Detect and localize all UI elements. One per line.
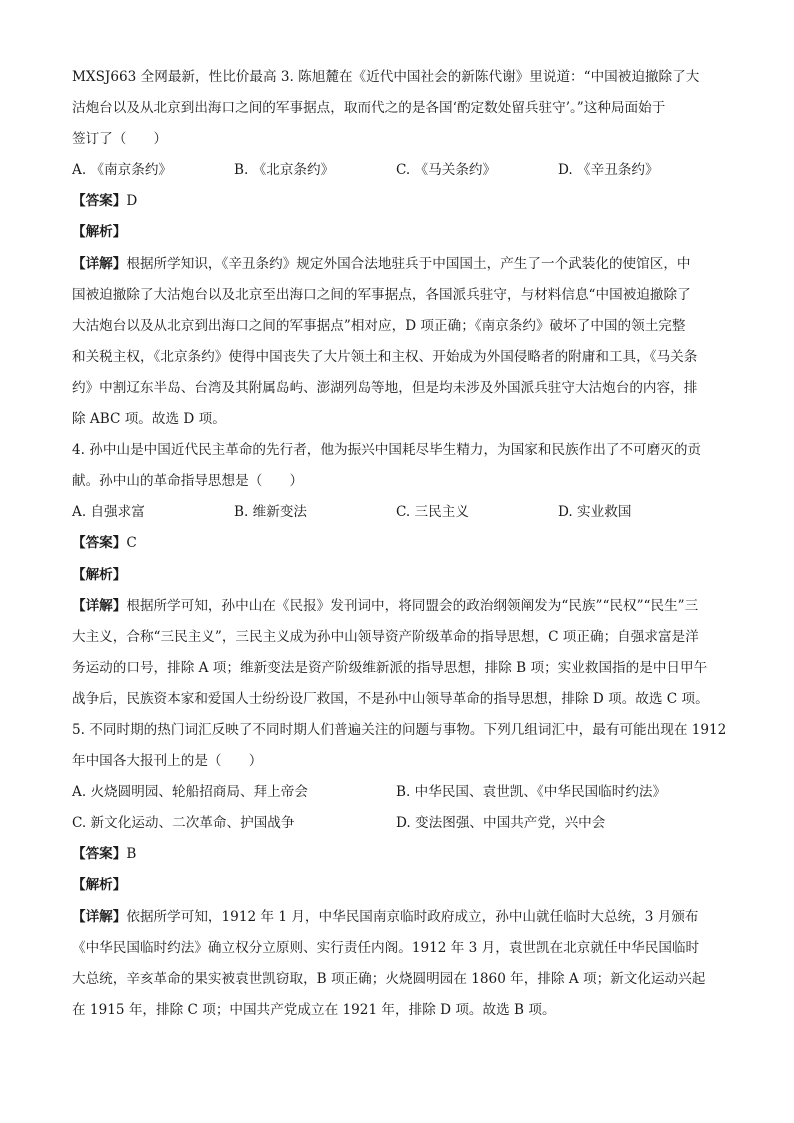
option-c: C. 《马关条约》 [396,162,497,179]
options-row [72,777,722,808]
option-b: B. 维新变法 [234,504,308,521]
option-b: B. 中华民国、袁世凯、《中华民国临时约法》 [396,784,667,801]
analysis-line [72,870,722,901]
detail-line: 大主义，合称“三民主义”，三民主义成为孙中山领导资产阶级革命的指导思想，C 项正确；自强求富是洋 [72,628,699,645]
detail-text: 根据所学可知，孙中山在《民报》发刊词中，将同盟会的政治纲领阐发为“民族”“民权”“民生”三 [126,597,699,614]
question-stem-line: 沽炮台以及从北京到出海口之间的军事据点，取而代之的是各国‘酌定数处留兵驻守’。”这种局面始于 [72,100,666,117]
detail-line: 《中华民国临时约法》确立权分立原则、实行责任内阁。1912 年 3 月，袁世凯在北京就任中华民国临时 [72,939,700,956]
detail-line: 在 1915 年，排除 C 项；中国共产党成立在 1921 年，排除 D 项。故选 B 项。 [72,1001,556,1018]
question-stem-line: 签订了（ ） [72,131,168,148]
question-stem-line: 年中国各大报刊上的是（ ） [72,753,263,770]
answer-value: D [126,193,138,210]
analysis-label: 【解析】 [72,566,127,583]
detail-line: 大总统，辛亥革命的果实被袁世凯窃取，B 项正确；火烧圆明园在 1860 年，排除 A 项；新文化运动兴起 [72,970,706,987]
answer-label: 【答案】 [72,846,127,863]
detail-label: 【详解】 [72,597,127,614]
detail-line [72,249,722,280]
detail-line: 约》中割辽东半岛、台湾及其附属岛屿、澎湖列岛等地，但是均未涉及外国派兵驻守大沽炮台的内容，排 [72,379,698,396]
detail-text: 根据所学知识，《辛丑条约》规定外国合法地驻兵于中国国土，产生了一个武装化的使馆区，中 [126,255,691,272]
question-3 [72,62,722,435]
analysis-label: 【解析】 [72,877,127,894]
answer-label: 【答案】 [72,193,127,210]
question-stem-line: 献。孙中山的革命指导思想是（ ） [72,473,304,490]
option-a: A. 自强求富 [72,504,145,521]
analysis-line [72,217,722,248]
options-row [72,497,722,528]
question-stem-line: 5. 不同时期的热门词汇反映了不同时期人们普遍关注的问题与事物。下列几组词汇中，最有可能出现在 1912 [72,721,727,738]
answer-line [72,839,722,870]
option-c: C. 新文化运动、二次革命、护国战争 [72,815,295,832]
option-a: A. 《南京条约》 [72,162,173,179]
detail-line: 务运动的口号，排除 A 项；维新变法是资产阶级维新派的指导思想，排除 B 项；实业救国指的是中日甲午 [72,659,708,676]
answer-value: B [126,846,137,863]
detail-line: 国被迫撤除了大沽炮台以及北京至出海口之间的军事据点，各国派兵驻守，与材料信息“中国被迫撤除了 [72,286,691,303]
option-a: A. 火烧圆明园、轮船招商局、拜上帝会 [72,784,308,801]
option-d: D. 变法图强、中国共产党，兴中会 [396,815,606,832]
option-d: D. 实业救国 [558,504,632,521]
detail-label: 【详解】 [72,908,127,925]
answer-value: C [126,535,137,552]
detail-line: 大沽炮台以及从北京到出海口之间的军事据点”相对应，D 项正确；《南京条约》破坏了中国的领土完整 [72,317,686,334]
detail-text: 依据所学可知，1912 年 1 月，中华民国南京临时政府成立，孙中山就任临时大总统，3 月颁布 [126,908,699,925]
options-row [72,808,722,839]
option-c: C. 三民主义 [396,504,469,521]
answer-label: 【答案】 [72,535,127,552]
option-b: B. 《北京条约》 [234,162,335,179]
question-5 [72,715,727,1026]
detail-label: 【详解】 [72,255,127,272]
options-row [72,155,722,186]
question-stem-line: 4. 孙中山是中国近代民主革命的先行者，他为振兴中国耗尽毕生精力，为国家和民族作出了不可磨灭的贡 [72,442,702,459]
detail-line: 和关税主权，《北京条约》使得中国丧失了大片领土和主权、开始成为外国侵略者的附庸和工具，《马关条 [72,348,698,365]
answer-line [72,528,722,559]
analysis-line [72,560,722,591]
question-4 [72,435,722,715]
detail-line: 战争后，民族资本家和爱国人士纷纷设厂救国，不是孙中山领导革命的指导思想，排除 D 项。故选 C 项。 [72,690,709,707]
detail-line [72,591,722,622]
answer-line [72,186,722,217]
document-page [72,62,727,1026]
option-d: D. 《辛丑条约》 [558,162,659,179]
detail-line: 除 ABC 项。故选 D 项。 [72,411,226,428]
detail-line [72,902,722,933]
question-stem-line: MXSJ663 全网最新，性比价最高 3. 陈旭麓在《近代中国社会的新陈代谢》里说道：“中国被迫撤除了大 [72,69,700,85]
analysis-label: 【解析】 [72,224,127,241]
